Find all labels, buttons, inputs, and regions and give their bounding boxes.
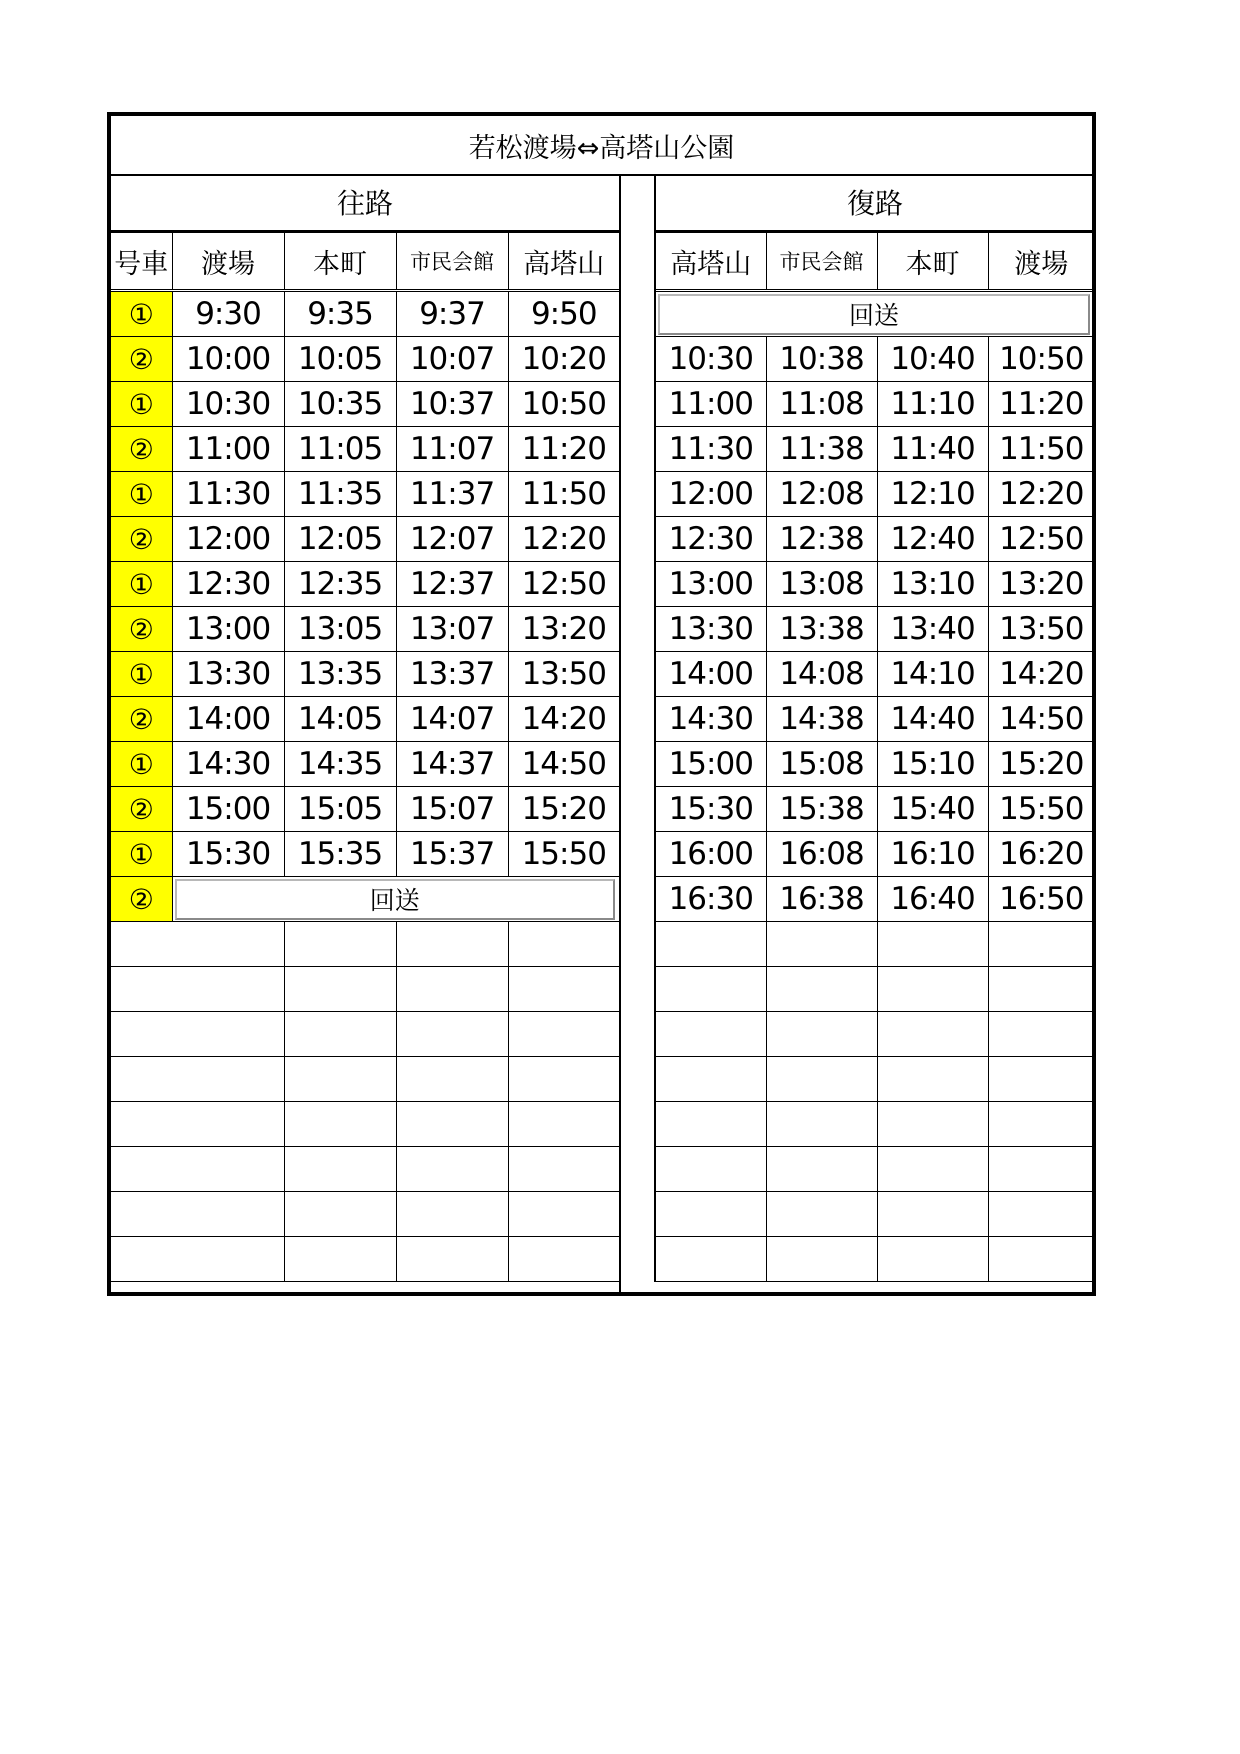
departure-time: 11:00 [656, 382, 766, 427]
departure-time: 16:30 [656, 877, 766, 922]
departure-time: 16:20 [988, 832, 1094, 877]
departure-time: 12:20 [508, 517, 619, 562]
departure-time: 15:08 [766, 742, 877, 787]
return-row [656, 427, 1094, 472]
outbound-row [111, 787, 619, 832]
outbound-col-header: 渡場 [172, 233, 284, 291]
car-number-badge: ② [111, 877, 172, 922]
outbound-empty-row [111, 922, 619, 967]
empty-cell [766, 1057, 877, 1102]
departure-time: 13:50 [508, 652, 619, 697]
outbound-col-header: 本町 [284, 233, 396, 291]
departure-time: 14:50 [508, 742, 619, 787]
departure-time: 15:10 [877, 742, 988, 787]
departure-time: 13:30 [656, 607, 766, 652]
return-col-header: 渡場 [988, 233, 1094, 291]
departure-time: 14:07 [396, 697, 508, 742]
car-number-badge: ① [111, 562, 172, 607]
departure-time: 13:20 [508, 607, 619, 652]
outbound-empty-row [111, 1057, 619, 1102]
empty-cell [396, 1057, 508, 1102]
empty-cell [396, 967, 508, 1012]
departure-time: 12:37 [396, 562, 508, 607]
departure-time: 14:20 [988, 652, 1094, 697]
return-row [656, 742, 1094, 787]
departure-time: 12:10 [877, 472, 988, 517]
departure-time: 10:38 [766, 337, 877, 382]
return-col-header: 本町 [877, 233, 988, 291]
empty-cell [988, 1012, 1094, 1057]
departure-time: 9:30 [172, 291, 284, 337]
departure-time: 12:30 [656, 517, 766, 562]
departure-time: 13:50 [988, 607, 1094, 652]
departure-time: 11:30 [656, 427, 766, 472]
departure-time: 12:30 [172, 562, 284, 607]
departure-time: 14:40 [877, 697, 988, 742]
empty-cell [284, 1237, 396, 1282]
departure-time: 13:00 [172, 607, 284, 652]
departure-time: 11:38 [766, 427, 877, 472]
departure-time: 15:00 [172, 787, 284, 832]
empty-cell [877, 967, 988, 1012]
departure-time: 10:37 [396, 382, 508, 427]
car-number-badge: ② [111, 787, 172, 832]
section-divider [619, 174, 654, 1292]
departure-time: 11:07 [396, 427, 508, 472]
outbound-table [111, 232, 619, 1282]
departure-time: 12:05 [284, 517, 396, 562]
car-number-badge: ② [111, 607, 172, 652]
return-empty-row [656, 1237, 1094, 1282]
empty-cell [766, 1012, 877, 1057]
departure-time: 9:37 [396, 291, 508, 337]
departure-time: 14:05 [284, 697, 396, 742]
empty-cell [766, 1237, 877, 1282]
departure-time: 12:07 [396, 517, 508, 562]
car-number-badge: ① [111, 472, 172, 517]
empty-cell [508, 1192, 619, 1237]
outbound-section [111, 174, 619, 1282]
deadhead-cell [656, 291, 1094, 337]
return-table [656, 232, 1094, 1282]
empty-cell [766, 967, 877, 1012]
departure-time: 11:05 [284, 427, 396, 472]
return-empty-row [656, 1192, 1094, 1237]
empty-cell [988, 1057, 1094, 1102]
departure-time: 12:40 [877, 517, 988, 562]
departure-time: 11:00 [172, 427, 284, 472]
departure-time: 14:00 [656, 652, 766, 697]
empty-cell [988, 1237, 1094, 1282]
departure-time: 11:37 [396, 472, 508, 517]
outbound-row [111, 427, 619, 472]
outbound-row [111, 607, 619, 652]
departure-time: 15:30 [656, 787, 766, 832]
outbound-empty-row [111, 967, 619, 1012]
empty-cell [111, 1102, 284, 1147]
departure-time: 13:35 [284, 652, 396, 697]
empty-cell [111, 1192, 284, 1237]
departure-time: 12:00 [656, 472, 766, 517]
empty-cell [111, 1057, 284, 1102]
outbound-col-header: 号車 [111, 233, 172, 291]
empty-cell [284, 1057, 396, 1102]
departure-time: 16:38 [766, 877, 877, 922]
outbound-empty-row [111, 1192, 619, 1237]
car-number-badge: ① [111, 291, 172, 337]
departure-time: 10:00 [172, 337, 284, 382]
empty-cell [111, 1012, 284, 1057]
empty-cell [508, 1012, 619, 1057]
empty-cell [396, 1102, 508, 1147]
departure-time: 14:50 [988, 697, 1094, 742]
return-empty-row [656, 1012, 1094, 1057]
empty-cell [111, 922, 284, 967]
departure-time: 16:10 [877, 832, 988, 877]
outbound-row [111, 472, 619, 517]
empty-cell [988, 1192, 1094, 1237]
return-row [656, 697, 1094, 742]
outbound-empty-row [111, 1237, 619, 1282]
outbound-empty-row [111, 1102, 619, 1147]
return-section [654, 174, 1094, 1282]
departure-time: 9:35 [284, 291, 396, 337]
return-empty-row [656, 1057, 1094, 1102]
departure-time: 12:38 [766, 517, 877, 562]
departure-time: 11:50 [508, 472, 619, 517]
return-row [656, 607, 1094, 652]
departure-time: 14:08 [766, 652, 877, 697]
empty-cell [877, 922, 988, 967]
car-number-badge: ① [111, 652, 172, 697]
deadhead-label: 回送 [175, 879, 616, 920]
timetable-title: 若松渡場⇔高塔山公園 [111, 116, 1092, 176]
return-col-header: 高塔山 [656, 233, 766, 291]
departure-time: 15:00 [656, 742, 766, 787]
empty-cell [508, 922, 619, 967]
outbound-row [111, 291, 619, 337]
departure-time: 13:30 [172, 652, 284, 697]
return-row [656, 337, 1094, 382]
empty-cell [284, 1147, 396, 1192]
empty-cell [656, 1237, 766, 1282]
empty-cell [111, 1147, 284, 1192]
return-empty-row [656, 922, 1094, 967]
departure-time: 11:35 [284, 472, 396, 517]
departure-time: 14:10 [877, 652, 988, 697]
outbound-heading: 往路 [111, 174, 619, 232]
return-empty-row [656, 1102, 1094, 1147]
outbound-row [111, 832, 619, 877]
empty-cell [877, 1192, 988, 1237]
empty-cell [396, 1012, 508, 1057]
empty-cell [508, 1147, 619, 1192]
outbound-row [111, 382, 619, 427]
outbound-row [111, 337, 619, 382]
outbound-row [111, 697, 619, 742]
outbound-empty-row [111, 1012, 619, 1057]
return-row [656, 652, 1094, 697]
empty-cell [508, 1102, 619, 1147]
departure-time: 15:35 [284, 832, 396, 877]
car-number-badge: ② [111, 697, 172, 742]
empty-cell [988, 922, 1094, 967]
departure-time: 15:38 [766, 787, 877, 832]
empty-cell [877, 1147, 988, 1192]
return-row [656, 877, 1094, 922]
departure-time: 15:05 [284, 787, 396, 832]
departure-time: 13:10 [877, 562, 988, 607]
outbound-empty-row [111, 1147, 619, 1192]
empty-cell [284, 1012, 396, 1057]
departure-time: 16:00 [656, 832, 766, 877]
departure-time: 15:40 [877, 787, 988, 832]
departure-time: 12:20 [988, 472, 1094, 517]
deadhead-label: 回送 [658, 294, 1090, 335]
departure-time: 14:30 [656, 697, 766, 742]
departure-time: 11:30 [172, 472, 284, 517]
empty-cell [988, 1147, 1094, 1192]
empty-cell [656, 1102, 766, 1147]
departure-time: 15:20 [988, 742, 1094, 787]
empty-cell [656, 1147, 766, 1192]
departure-time: 9:50 [508, 291, 619, 337]
departure-time: 10:07 [396, 337, 508, 382]
departure-time: 14:35 [284, 742, 396, 787]
departure-time: 11:50 [988, 427, 1094, 472]
empty-cell [656, 922, 766, 967]
departure-time: 11:40 [877, 427, 988, 472]
outbound-row [111, 742, 619, 787]
outbound-col-header: 高塔山 [508, 233, 619, 291]
departure-time: 13:00 [656, 562, 766, 607]
departure-time: 11:20 [988, 382, 1094, 427]
car-number-badge: ① [111, 832, 172, 877]
departure-time: 13:37 [396, 652, 508, 697]
empty-cell [877, 1012, 988, 1057]
return-row [656, 382, 1094, 427]
departure-time: 10:50 [988, 337, 1094, 382]
departure-time: 13:05 [284, 607, 396, 652]
departure-time: 15:20 [508, 787, 619, 832]
outbound-row [111, 877, 619, 922]
departure-time: 12:00 [172, 517, 284, 562]
departure-time: 10:40 [877, 337, 988, 382]
empty-cell [766, 922, 877, 967]
outbound-row [111, 517, 619, 562]
empty-cell [656, 1012, 766, 1057]
empty-cell [988, 1102, 1094, 1147]
departure-time: 14:00 [172, 697, 284, 742]
departure-time: 10:50 [508, 382, 619, 427]
empty-cell [656, 1057, 766, 1102]
empty-cell [111, 967, 284, 1012]
car-number-badge: ① [111, 382, 172, 427]
empty-cell [111, 1237, 284, 1282]
departure-time: 14:20 [508, 697, 619, 742]
departure-time: 16:08 [766, 832, 877, 877]
departure-time: 14:30 [172, 742, 284, 787]
empty-cell [508, 967, 619, 1012]
departure-time: 13:38 [766, 607, 877, 652]
timetable-sheet [107, 112, 1096, 1296]
return-row [656, 291, 1094, 337]
departure-time: 11:08 [766, 382, 877, 427]
empty-cell [396, 1147, 508, 1192]
departure-time: 10:30 [172, 382, 284, 427]
return-heading: 復路 [656, 174, 1094, 232]
departure-time: 12:08 [766, 472, 877, 517]
empty-cell [284, 967, 396, 1012]
departure-time: 12:50 [988, 517, 1094, 562]
car-number-badge: ② [111, 427, 172, 472]
departure-time: 14:38 [766, 697, 877, 742]
return-empty-row [656, 1147, 1094, 1192]
departure-time: 13:07 [396, 607, 508, 652]
empty-cell [508, 1237, 619, 1282]
return-col-header: 市民会館 [766, 233, 877, 291]
empty-cell [284, 1192, 396, 1237]
outbound-col-header: 市民会館 [396, 233, 508, 291]
empty-cell [766, 1192, 877, 1237]
departure-time: 15:30 [172, 832, 284, 877]
empty-cell [508, 1057, 619, 1102]
empty-cell [284, 922, 396, 967]
car-number-badge: ② [111, 517, 172, 562]
departure-time: 16:40 [877, 877, 988, 922]
departure-time: 12:35 [284, 562, 396, 607]
deadhead-cell [172, 877, 619, 922]
empty-cell [877, 1237, 988, 1282]
car-number-badge: ② [111, 337, 172, 382]
departure-time: 10:20 [508, 337, 619, 382]
departure-time: 12:50 [508, 562, 619, 607]
outbound-row [111, 652, 619, 697]
empty-cell [396, 1237, 508, 1282]
departure-time: 15:50 [508, 832, 619, 877]
empty-cell [877, 1102, 988, 1147]
departure-time: 11:20 [508, 427, 619, 472]
departure-time: 10:05 [284, 337, 396, 382]
return-row [656, 472, 1094, 517]
departure-time: 13:08 [766, 562, 877, 607]
outbound-row [111, 562, 619, 607]
departure-time: 10:30 [656, 337, 766, 382]
empty-cell [656, 1192, 766, 1237]
departure-time: 13:20 [988, 562, 1094, 607]
empty-cell [766, 1147, 877, 1192]
departure-time: 15:37 [396, 832, 508, 877]
empty-cell [284, 1102, 396, 1147]
departure-time: 11:10 [877, 382, 988, 427]
empty-cell [988, 967, 1094, 1012]
empty-cell [766, 1102, 877, 1147]
departure-time: 10:35 [284, 382, 396, 427]
empty-cell [396, 922, 508, 967]
return-row [656, 832, 1094, 877]
return-row [656, 562, 1094, 607]
empty-cell [656, 967, 766, 1012]
departure-time: 15:50 [988, 787, 1094, 832]
empty-cell [396, 1192, 508, 1237]
return-row [656, 517, 1094, 562]
return-empty-row [656, 967, 1094, 1012]
departure-time: 16:50 [988, 877, 1094, 922]
departure-time: 14:37 [396, 742, 508, 787]
departure-time: 13:40 [877, 607, 988, 652]
car-number-badge: ① [111, 742, 172, 787]
return-row [656, 787, 1094, 832]
empty-cell [877, 1057, 988, 1102]
departure-time: 15:07 [396, 787, 508, 832]
